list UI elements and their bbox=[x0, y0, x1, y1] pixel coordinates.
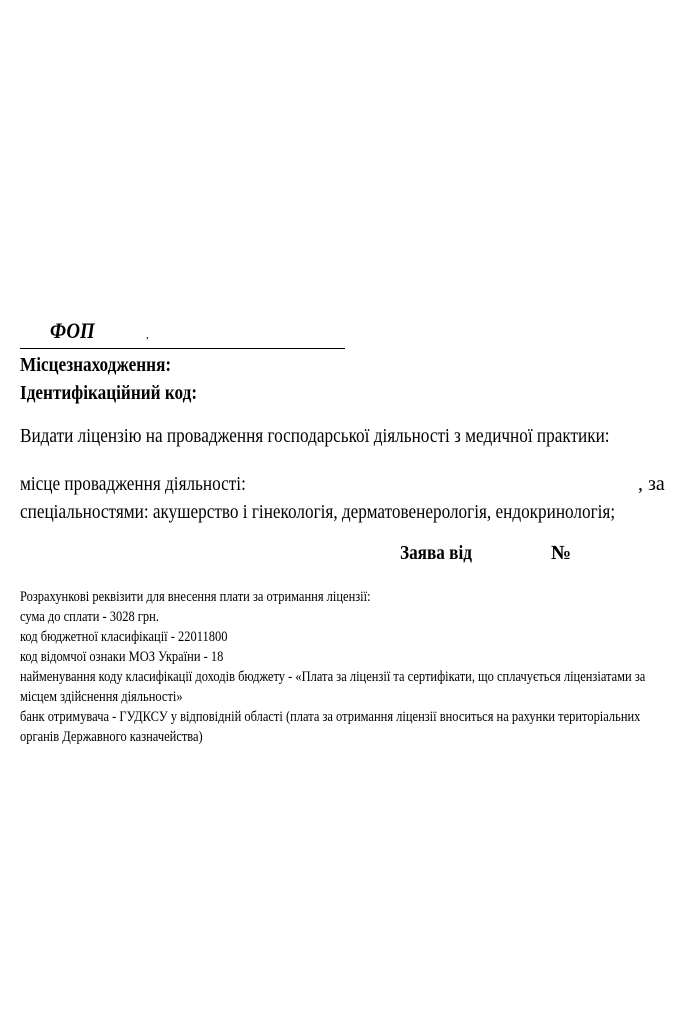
income-code-line-1: найменування коду класифікації доходів бюджету - «Плата за ліцензії та сертифікати, що сплачується ліцензіатами за bbox=[20, 669, 646, 685]
place-of-activity-label: місце провадження діяльності: bbox=[20, 473, 246, 495]
specialties-text: спеціальностями: акушерство і гінекологія, дерматовенерологія, ендокринологія; bbox=[20, 501, 616, 523]
budget-code: код бюджетної класифікації - 22011800 bbox=[20, 629, 228, 645]
payment-title: Розрахункові реквізити для внесення плати за отримання ліцензії: bbox=[20, 589, 371, 605]
fop-label: ФОП bbox=[50, 318, 95, 343]
fop-comma: , bbox=[146, 329, 149, 341]
payment-amount: сума до сплати - 3028 грн. bbox=[20, 609, 159, 625]
id-code-label: Ідентифікаційний код: bbox=[20, 382, 198, 404]
payment-details bbox=[20, 587, 700, 747]
place-of-activity-suffix: , за bbox=[638, 473, 665, 495]
application-number-sign: № bbox=[551, 542, 572, 564]
application-date-label: Заява від bbox=[400, 542, 472, 564]
bank-line-1: банк отримувача - ГУДКСУ у відповідній області (плата за отримання ліцензії вноситься на рахунки територіальних bbox=[20, 709, 641, 725]
location-label: Місцезнаходження: bbox=[20, 354, 172, 376]
request-text: Видати ліцензію на провадження господарської діяльності з медичної практики: bbox=[20, 425, 610, 447]
department-code: код відомчої ознаки МОЗ України - 18 bbox=[20, 649, 224, 665]
income-code-line-2: місцем здійснення діяльності» bbox=[20, 689, 183, 705]
bank-line-2: органів Державного казначейства) bbox=[20, 729, 203, 745]
